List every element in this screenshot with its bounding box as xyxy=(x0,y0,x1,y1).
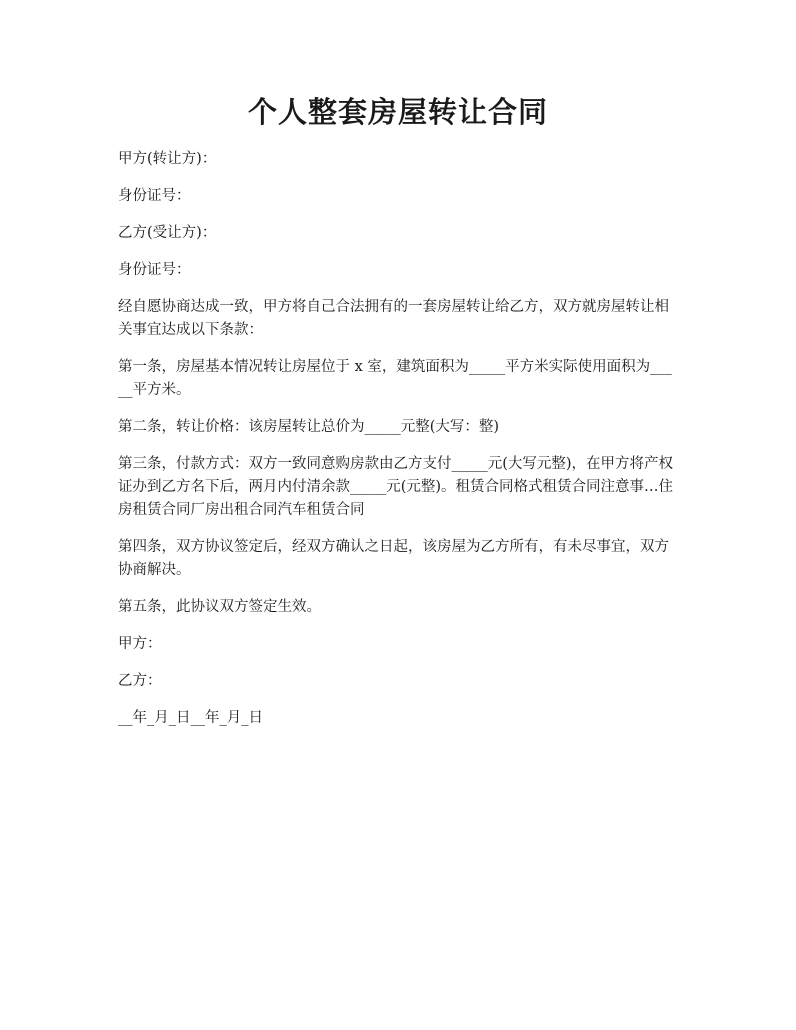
preamble-paragraph: 经自愿协商达成一致，甲方将自己合法拥有的一套房屋转让给乙方，双方就房屋转让相关事宜达成以下条款： xyxy=(118,299,669,338)
article-3-paragraph: 第三条，付款方式：双方一致同意购房款由乙方支付_____元(大写元整)，在甲方将产权证办到乙方名下后，两月内付清余款_____元(元整)。租赁合同格式租赁合同注意事…住房租赁合同厂房出租合同汽车租赁合同 xyxy=(118,456,674,518)
document-body xyxy=(118,148,678,744)
party-a-id-line: 身份证号： xyxy=(118,188,191,204)
article-1-paragraph: 第一条，房屋基本情况转让房屋位于 x 室，建筑面积为_____平方米实际使用面积为_____平方米。 xyxy=(118,359,672,398)
signature-party-a: 甲方： xyxy=(118,636,162,652)
article-4-paragraph: 第四条，双方协议签定后，经双方确认之日起，该房屋为乙方所有，有未尽事宜，双方协商解决。 xyxy=(118,539,669,578)
signature-date-line: __年_月_日__年_月_日 xyxy=(118,710,263,726)
article-5-paragraph: 第五条，此协议双方签定生效。 xyxy=(118,599,321,615)
signature-party-b: 乙方： xyxy=(118,673,162,689)
party-b-line: 乙方(受让方)： xyxy=(118,225,217,241)
document-title: 个人整套房屋转让合同 xyxy=(247,95,548,129)
party-b-id-line: 身份证号： xyxy=(118,262,191,278)
article-2-paragraph: 第二条，转让价格：该房屋转让总价为_____元整(大写：整) xyxy=(118,419,500,435)
party-a-line: 甲方(转让方)： xyxy=(118,151,217,167)
